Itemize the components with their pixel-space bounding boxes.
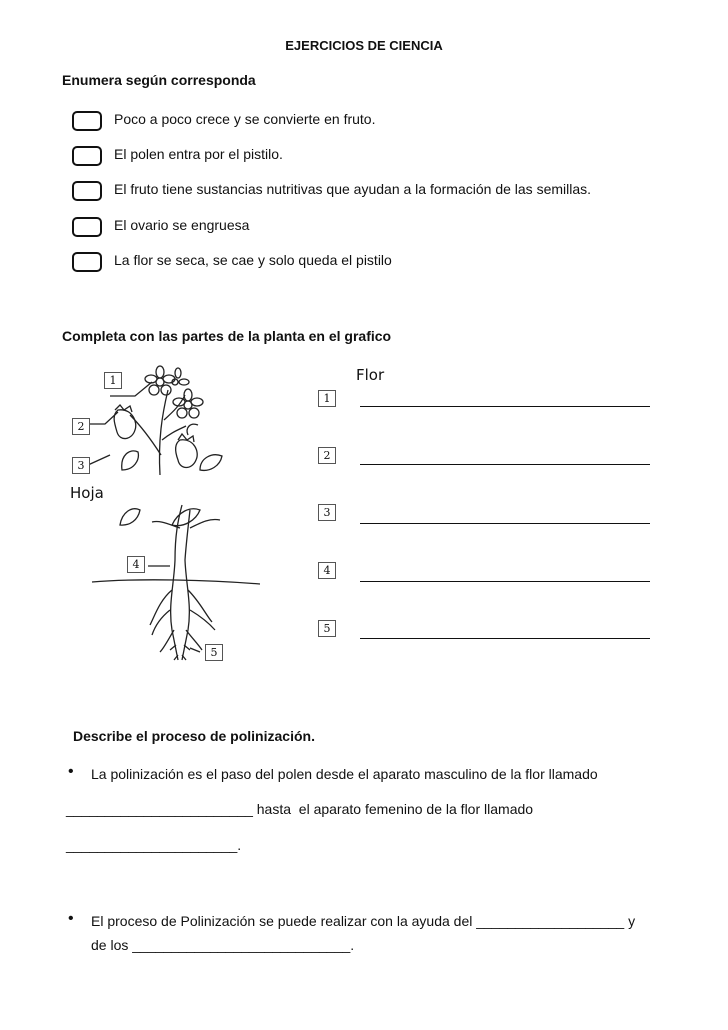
answer-number-2: 2 bbox=[318, 447, 336, 464]
answer-line-2[interactable] bbox=[360, 464, 650, 465]
order-box-2[interactable] bbox=[72, 146, 102, 166]
upper-stem-line bbox=[159, 390, 168, 475]
answer-number-4: 4 bbox=[318, 562, 336, 579]
handwritten-answer-1: Flor bbox=[356, 366, 385, 384]
answer-line-5[interactable] bbox=[360, 638, 650, 639]
bullet1-line2-text: hasta el aparato femenino de la flor llamado bbox=[252, 801, 534, 817]
answer-number-5: 5 bbox=[318, 620, 336, 637]
flower-shape bbox=[145, 366, 175, 395]
blank-feminine[interactable]: ______________________. bbox=[66, 837, 242, 853]
arrow-5 bbox=[190, 648, 200, 652]
order-item-1: Poco a poco crece y se convierte en fruto. bbox=[114, 111, 376, 127]
diagram-label-4: 4 bbox=[127, 556, 145, 573]
root-line bbox=[171, 560, 178, 660]
order-item-4: El ovario se engruesa bbox=[114, 217, 250, 233]
order-box-5[interactable] bbox=[72, 252, 102, 272]
section1-heading: Enumera según corresponda bbox=[62, 72, 256, 88]
bullet-2: • bbox=[68, 910, 74, 927]
page-title: EJERCICIOS DE CIENCIA bbox=[285, 38, 443, 53]
order-item-3: El fruto tiene sustancias nutritivas que ayudan a la formación de las semillas. bbox=[114, 181, 592, 197]
leaf-shape bbox=[120, 509, 140, 525]
diagram-label-1: 1 bbox=[104, 372, 122, 389]
plant-diagram bbox=[60, 360, 310, 670]
answer-number-1: 1 bbox=[318, 390, 336, 407]
bullet2-line1: El proceso de Polinización se puede realizar con la ayuda del ___________________ y bbox=[91, 913, 636, 929]
blank-masculine[interactable]: ________________________ bbox=[66, 801, 253, 817]
fruit-shape bbox=[114, 410, 136, 439]
section2-heading: Completa con las partes de la planta en el grafico bbox=[62, 328, 392, 344]
order-item-2: El polen entra por el pistilo. bbox=[114, 146, 283, 162]
answer-line-3[interactable] bbox=[360, 523, 650, 524]
handwritten-hoja: Hoja bbox=[70, 484, 104, 502]
answer-line-1[interactable] bbox=[360, 406, 650, 407]
bullet2-line2: de los ____________________________. bbox=[91, 937, 355, 953]
section3-heading: Describe el proceso de polinización. bbox=[73, 728, 315, 744]
order-box-1[interactable] bbox=[72, 111, 102, 131]
ground-line bbox=[92, 580, 260, 584]
bullet1-line1: La polinización es el paso del polen desde el aparato masculino de la flor llamado bbox=[91, 766, 598, 782]
answer-number-3: 3 bbox=[318, 504, 336, 521]
order-item-5: La flor se seca, se cae y solo queda el pistilo bbox=[114, 252, 392, 268]
order-box-3[interactable] bbox=[72, 181, 102, 201]
answer-line-4[interactable] bbox=[360, 581, 650, 582]
diagram-label-5: 5 bbox=[205, 644, 223, 661]
bullet-1: • bbox=[68, 763, 74, 780]
diagram-label-3: 3 bbox=[72, 457, 90, 474]
order-box-4[interactable] bbox=[72, 217, 102, 237]
bullet1-line2 bbox=[66, 801, 533, 817]
arrow-3 bbox=[88, 455, 110, 465]
diagram-label-2: 2 bbox=[72, 418, 90, 435]
